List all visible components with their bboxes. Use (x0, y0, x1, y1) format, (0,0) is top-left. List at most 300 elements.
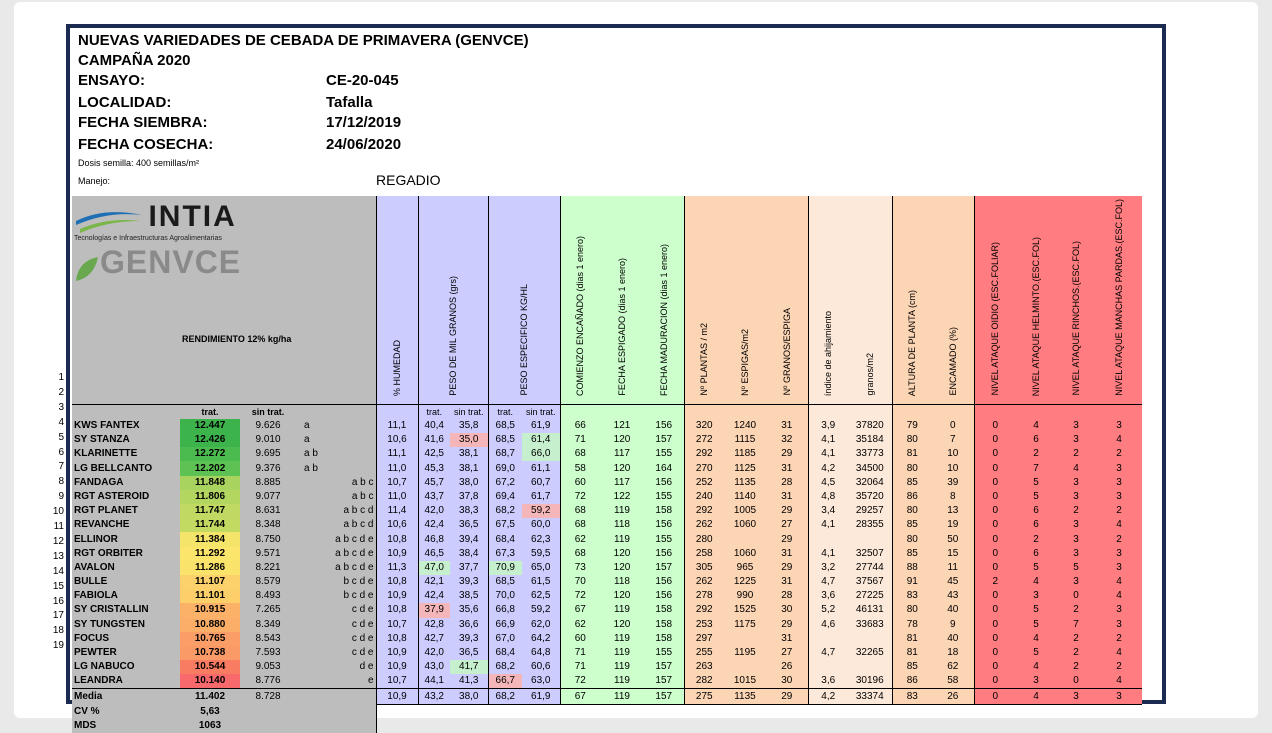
cell-es: 61,7 (522, 490, 560, 504)
yield-untreated: 8.349 (240, 618, 296, 632)
variety-name: LG BELLCANTO (72, 461, 180, 475)
cell-he: 5 (1016, 476, 1056, 490)
variety-name: SY STANZA (72, 433, 180, 447)
cell-ri: 3 (1056, 476, 1096, 490)
report-title: NUEVAS VARIEDADES DE CEBADA DE PRIMAVERA (GENVCE) (78, 32, 529, 49)
cell-gm: 32265 (848, 646, 892, 660)
cell-alt: 81 (892, 447, 932, 461)
cell-et: 68,5 (488, 575, 522, 589)
cell-pt: 45,3 (418, 461, 450, 475)
cell-spk: 1060 (724, 518, 766, 532)
cell-pl: 280 (684, 532, 724, 546)
cv-label: CV % (72, 704, 180, 719)
cell-pt: 37,9 (418, 603, 450, 617)
cell-spk (724, 660, 766, 674)
pmg-trat-header: trat. (418, 404, 450, 419)
cell-ah (808, 632, 848, 646)
cell-alt: 85 (892, 518, 932, 532)
cell-spk: 1060 (724, 547, 766, 561)
col-rinchos: NIVEL ATAQUE RINCHOS.(ESC.FOL) (1056, 196, 1096, 404)
yield-treated: 10.738 (180, 646, 240, 660)
cell-et: 67,0 (488, 632, 522, 646)
cell-spk: 1175 (724, 618, 766, 632)
cell-alt: 91 (892, 575, 932, 589)
cell-ps: 39,4 (450, 532, 488, 546)
cell-spk: 1240 (724, 419, 766, 433)
cell-ma: 4 (1096, 433, 1142, 447)
cell-cam: 9 (932, 618, 974, 632)
cell-ri: 2 (1056, 660, 1096, 674)
cell-pt: 46,8 (418, 532, 450, 546)
cell-pt: 42,4 (418, 518, 450, 532)
cell-spk: 1135 (724, 476, 766, 490)
cell-et: 68,7 (488, 447, 522, 461)
cell-ah: 3,4 (808, 504, 848, 518)
cell-ah: 4,7 (808, 646, 848, 660)
cell-he: 3 (1016, 674, 1056, 689)
cell-esp: 122 (600, 490, 644, 504)
cell-he: 6 (1016, 518, 1056, 532)
cell-enc: 72 (560, 674, 600, 689)
cell-et: 68,5 (488, 419, 522, 433)
cell-ge: 30 (766, 674, 808, 689)
cell-hum: 10,7 (376, 618, 418, 632)
cell-mad: 164 (644, 461, 684, 475)
cell-enc: 62 (560, 618, 600, 632)
cell-es: 60,7 (522, 476, 560, 490)
yield-treated: 10.915 (180, 603, 240, 617)
cell-cam: 13 (932, 504, 974, 518)
yield-untreated: 7.593 (240, 646, 296, 660)
cell-es: 60,0 (522, 518, 560, 532)
cell-ma: 3 (1096, 603, 1142, 617)
cell-pl: 263 (684, 660, 724, 674)
cell-pl: 252 (684, 476, 724, 490)
cell-ah: 4,7 (808, 575, 848, 589)
cell-ge: 31 (766, 575, 808, 589)
media-spk: 1135 (724, 689, 766, 704)
cell-alt: 85 (892, 660, 932, 674)
cell-he: 7 (1016, 461, 1056, 475)
cell-gm: 30196 (848, 674, 892, 689)
cell-et: 66,9 (488, 618, 522, 632)
variety-name: FOCUS (72, 632, 180, 646)
variety-name: BULLE (72, 575, 180, 589)
cell-ge: 31 (766, 547, 808, 561)
yield-treated: 12.272 (180, 447, 240, 461)
yield-untreated: 8.885 (240, 476, 296, 490)
cell-ma: 2 (1096, 504, 1142, 518)
cell-spk: 990 (724, 589, 766, 603)
cell-oi: 0 (974, 447, 1016, 461)
variety-name: LG NABUCO (72, 660, 180, 674)
cell-enc: 67 (560, 603, 600, 617)
cell-pt: 43,7 (418, 490, 450, 504)
cell-ri: 3 (1056, 433, 1096, 447)
cell-pt: 46,5 (418, 547, 450, 561)
yield-untreated: 8.776 (240, 674, 296, 689)
significance-group: b c d e (296, 575, 376, 589)
cell-ri: 0 (1056, 589, 1096, 603)
row-number: 1 (58, 372, 64, 383)
cell-pl: 270 (684, 461, 724, 475)
cell-es: 64,8 (522, 646, 560, 660)
cell-ah: 3,2 (808, 561, 848, 575)
cell-ma: 2 (1096, 532, 1142, 546)
variety-name: REVANCHE (72, 518, 180, 532)
cell-esp: 119 (600, 632, 644, 646)
cell-cam: 15 (932, 547, 974, 561)
variety-name: ELLINOR (72, 532, 180, 546)
media-he: 4 (1016, 689, 1056, 704)
cell-pl: 305 (684, 561, 724, 575)
cell-cam: 11 (932, 561, 974, 575)
yield-untreated: 8.543 (240, 632, 296, 646)
cell-ps: 41,7 (450, 660, 488, 674)
cell-esp: 119 (600, 504, 644, 518)
cell-pl: 297 (684, 632, 724, 646)
cell-ah (808, 532, 848, 546)
cell-he: 6 (1016, 547, 1056, 561)
dosis-text: Dosis semilla: 400 semillas/m² (78, 158, 200, 168)
cell-pt: 42,1 (418, 575, 450, 589)
cell-alt: 81 (892, 646, 932, 660)
siembra-value: 17/12/2019 (326, 114, 402, 131)
cell-pl: 253 (684, 618, 724, 632)
row-number: 9 (58, 491, 64, 503)
cell-hum: 10,6 (376, 518, 418, 532)
ensayo-value: CE-20-045 (326, 72, 399, 89)
cell-ge: 31 (766, 632, 808, 646)
yield-treated: 11.292 (180, 547, 240, 561)
cell-oi: 0 (974, 461, 1016, 475)
cell-cam: 19 (932, 518, 974, 532)
cell-ps: 38,1 (450, 461, 488, 475)
media-et: 68,2 (488, 689, 522, 704)
col-helminto: NIVEL ATAQUE HELMINTO.(ESC.FOL) (1016, 196, 1056, 404)
cell-hum: 11,3 (376, 561, 418, 575)
yield-untreated: 9.626 (240, 419, 296, 433)
cell-esp: 120 (600, 547, 644, 561)
cell-esp: 117 (600, 447, 644, 461)
cell-oi: 0 (974, 589, 1016, 603)
cell-pt: 42,5 (418, 447, 450, 461)
yield-treated: 12.447 (180, 419, 240, 433)
significance-group: a b c d e (296, 547, 376, 561)
cell-ma: 2 (1096, 660, 1142, 674)
significance-group: a b c (296, 476, 376, 490)
cell-ri: 3 (1056, 575, 1096, 589)
cell-mad: 157 (644, 660, 684, 674)
cell-he: 5 (1016, 561, 1056, 575)
cell-alt: 80 (892, 532, 932, 546)
cell-gm: 35184 (848, 433, 892, 447)
media-alt: 83 (892, 689, 932, 704)
cell-pt: 45,7 (418, 476, 450, 490)
cell-gm: 28355 (848, 518, 892, 532)
cell-pt: 44,1 (418, 674, 450, 689)
cell-et: 68,5 (488, 433, 522, 447)
cell-enc: 62 (560, 532, 600, 546)
cell-mad: 158 (644, 618, 684, 632)
significance-group: a b c d e (296, 561, 376, 575)
yield-untreated: 9.695 (240, 447, 296, 461)
cell-ge: 29 (766, 618, 808, 632)
yield-untreated: 9.376 (240, 461, 296, 475)
variety-name: FANDAGA (72, 476, 180, 490)
cell-hum: 10,8 (376, 632, 418, 646)
cell-ri: 2 (1056, 603, 1096, 617)
cell-ma: 3 (1096, 561, 1142, 575)
cell-gm: 37567 (848, 575, 892, 589)
cell-alt: 88 (892, 561, 932, 575)
cell-ps: 36,6 (450, 618, 488, 632)
intia-tagline: Tecnologías e Infraestructuras Agroalimentarias (74, 234, 222, 242)
cell-mad: 156 (644, 589, 684, 603)
yield-untreated: 8.631 (240, 504, 296, 518)
cell-et: 67,3 (488, 547, 522, 561)
cell-enc: 58 (560, 461, 600, 475)
cell-oi: 0 (974, 603, 1016, 617)
significance-group: a b c (296, 490, 376, 504)
media-mad: 157 (644, 689, 684, 704)
cell-ge: 29 (766, 532, 808, 546)
pmg-sin-trat-header: sin trat. (450, 404, 488, 419)
cell-oi: 0 (974, 632, 1016, 646)
cell-oi: 0 (974, 618, 1016, 632)
cell-cam: 10 (932, 461, 974, 475)
cell-spk: 1115 (724, 433, 766, 447)
table-row (72, 504, 1142, 518)
cell-he: 5 (1016, 490, 1056, 504)
yield-untreated: 8.579 (240, 575, 296, 589)
mds-value: 1063 (180, 719, 240, 733)
variety-name: RGT PLANET (72, 504, 180, 518)
cell-ah: 5,2 (808, 603, 848, 617)
cell-gm: 46131 (848, 603, 892, 617)
col-granos-m2: granos/m2 (848, 196, 892, 404)
cosecha-value: 24/06/2020 (326, 136, 402, 153)
cell-he: 5 (1016, 646, 1056, 660)
cell-es: 64,2 (522, 632, 560, 646)
cell-es: 61,1 (522, 461, 560, 475)
table-row (72, 575, 1142, 589)
yield-treated: 11.848 (180, 476, 240, 490)
cell-ri: 2 (1056, 504, 1096, 518)
cv-row (72, 704, 1142, 719)
cell-ri: 5 (1056, 561, 1096, 575)
cell-ah: 3,6 (808, 589, 848, 603)
cell-pl: 262 (684, 575, 724, 589)
cell-ma: 4 (1096, 518, 1142, 532)
cell-et: 68,2 (488, 660, 522, 674)
cell-es: 61,4 (522, 433, 560, 447)
cell-ma: 4 (1096, 589, 1142, 603)
row-number: 3 (58, 401, 64, 413)
cell-ps: 36,5 (450, 646, 488, 660)
cell-cam: 43 (932, 589, 974, 603)
rendimiento-label: RENDIMIENTO 12% kg/ha (182, 334, 292, 344)
cell-he: 3 (1016, 589, 1056, 603)
cell-esp: 120 (600, 433, 644, 447)
row-number: 16 (52, 595, 64, 607)
media-es: 61,9 (522, 689, 560, 704)
cell-et: 70,9 (488, 561, 522, 575)
cell-pt: 42,4 (418, 589, 450, 603)
cell-enc: 72 (560, 490, 600, 504)
cell-es: 62,0 (522, 618, 560, 632)
cell-enc: 73 (560, 561, 600, 575)
col-granos-espiga: Nº GRANOS/ESPIGA (766, 196, 808, 404)
row-number: 5 (58, 431, 64, 443)
row-number: 8 (58, 476, 64, 488)
cell-alt: 80 (892, 433, 932, 447)
media-ma: 3 (1096, 689, 1142, 704)
col-encanado: COMIENZO ENCAÑADO (dias 1 enero) (560, 196, 600, 404)
row-number: 17 (52, 610, 64, 622)
cell-esp: 120 (600, 461, 644, 475)
significance-group: a (296, 433, 376, 447)
cell-hum: 10,9 (376, 646, 418, 660)
col-altura: ALTURA DE PLANTA (cm) (892, 196, 932, 404)
cell-pt: 47,0 (418, 561, 450, 575)
cell-ah: 4,1 (808, 518, 848, 532)
cell-spk: 1195 (724, 646, 766, 660)
cv-value: 5,63 (180, 704, 240, 719)
significance-group: a b (296, 461, 376, 475)
cell-mad: 158 (644, 603, 684, 617)
cell-esp: 119 (600, 660, 644, 674)
yield-treated: 11.101 (180, 589, 240, 603)
yield-treated: 11.107 (180, 575, 240, 589)
cell-ge: 26 (766, 660, 808, 674)
cell-pl: 278 (684, 589, 724, 603)
cell-pl: 258 (684, 547, 724, 561)
media-pt: 43,2 (418, 689, 450, 704)
cell-ma: 3 (1096, 419, 1142, 433)
cell-ah (808, 660, 848, 674)
cell-alt: 86 (892, 490, 932, 504)
significance-group: b c d e (296, 589, 376, 603)
table-row (72, 632, 1142, 646)
cell-ps: 38,1 (450, 447, 488, 461)
cell-alt: 80 (892, 504, 932, 518)
cell-alt: 80 (892, 603, 932, 617)
cell-ma: 3 (1096, 461, 1142, 475)
cell-gm: 37820 (848, 419, 892, 433)
cell-mad: 157 (644, 674, 684, 689)
genvce-logo: GENVCE (74, 244, 241, 283)
cell-oi: 0 (974, 674, 1016, 689)
cell-ri: 3 (1056, 490, 1096, 504)
cell-gm (848, 660, 892, 674)
ensayo-label: ENSAYO: (78, 72, 145, 89)
cell-he: 4 (1016, 575, 1056, 589)
yield-treated: 11.286 (180, 561, 240, 575)
col-plantas: Nº PLANTAS / m2 (684, 196, 724, 404)
cell-cam: 7 (932, 433, 974, 447)
cell-alt: 79 (892, 419, 932, 433)
cell-mad: 155 (644, 490, 684, 504)
media-row (72, 689, 1142, 704)
cell-esp: 119 (600, 603, 644, 617)
cell-enc: 68 (560, 447, 600, 461)
cell-ma: 3 (1096, 547, 1142, 561)
cell-ps: 36,5 (450, 518, 488, 532)
row-number: 12 (52, 535, 64, 547)
table-row (72, 674, 1142, 689)
cell-cam: 62 (932, 660, 974, 674)
cell-esp: 119 (600, 674, 644, 689)
cell-ma: 2 (1096, 447, 1142, 461)
logo-block (74, 200, 241, 283)
cell-hum: 10,9 (376, 660, 418, 674)
significance-group: a b c d e (296, 532, 376, 546)
cell-ah: 4,2 (808, 461, 848, 475)
cell-pt: 41,6 (418, 433, 450, 447)
cell-ma: 2 (1096, 632, 1142, 646)
yield-treated: 10.140 (180, 674, 240, 689)
sin-trat-header: sin trat. (240, 404, 296, 419)
cell-ma: 4 (1096, 674, 1142, 689)
cell-esp: 118 (600, 518, 644, 532)
row-number: 2 (58, 386, 64, 398)
cell-esp: 119 (600, 646, 644, 660)
row-number: 6 (58, 446, 64, 458)
cell-ri: 2 (1056, 632, 1096, 646)
table-row (72, 547, 1142, 561)
cell-ri: 0 (1056, 674, 1096, 689)
table-row (72, 476, 1142, 490)
cell-oi: 0 (974, 646, 1016, 660)
siembra-label: FECHA SIEMBRA: (78, 114, 208, 131)
cell-pl: 240 (684, 490, 724, 504)
variety-name: SY CRISTALLIN (72, 603, 180, 617)
table-row (72, 532, 1142, 546)
cell-ge: 32 (766, 433, 808, 447)
cell-gm: 27225 (848, 589, 892, 603)
media-ge: 29 (766, 689, 808, 704)
table-row (72, 461, 1142, 475)
yield-untreated: 8.750 (240, 532, 296, 546)
cell-he: 2 (1016, 447, 1056, 461)
cell-oi: 0 (974, 419, 1016, 433)
cell-spk (724, 632, 766, 646)
yield-treated: 11.744 (180, 518, 240, 532)
row-number: 14 (52, 565, 64, 577)
row-number: 13 (52, 550, 64, 562)
row-number: 11 (53, 521, 64, 532)
yield-treated: 11.806 (180, 490, 240, 504)
cell-gm: 35720 (848, 490, 892, 504)
cell-pt: 42,0 (418, 646, 450, 660)
cell-mad: 158 (644, 632, 684, 646)
table-row (72, 561, 1142, 575)
cell-hum: 11,1 (376, 419, 418, 433)
significance-group: d e (296, 660, 376, 674)
campaign-label: CAMPAÑA 2020 (78, 52, 191, 69)
significance-group: c d e (296, 646, 376, 660)
cell-ps: 35,8 (450, 419, 488, 433)
cell-ge: 27 (766, 646, 808, 660)
media-ri: 3 (1056, 689, 1096, 704)
cell-oi: 0 (974, 504, 1016, 518)
cell-et: 70,0 (488, 589, 522, 603)
cell-ps: 39,3 (450, 632, 488, 646)
cell-he: 5 (1016, 603, 1056, 617)
trat-header: trat. (180, 404, 240, 419)
cell-esp: 119 (600, 532, 644, 546)
